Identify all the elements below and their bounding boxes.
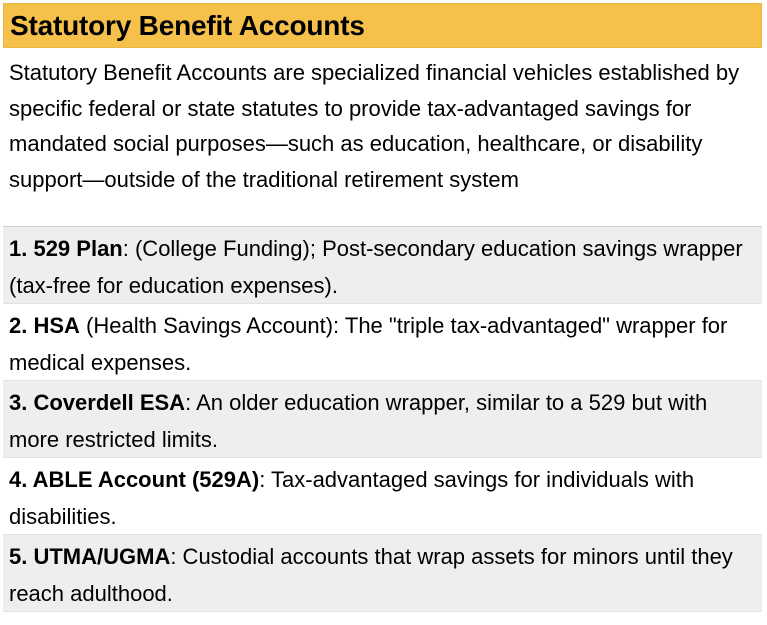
item-term: 2. HSA [9, 313, 80, 338]
item-description: : Custodial accounts that wrap assets for minors until they reach adulthood. [9, 544, 733, 606]
list-item-529-plan [3, 227, 762, 304]
header-bar [3, 3, 762, 48]
item-description: : An older education wrapper, similar to a 529 but with more restricted limits. [9, 390, 708, 452]
page-title: Statutory Benefit Accounts [10, 9, 365, 41]
benefit-accounts-card [3, 3, 762, 612]
list-item-hsa [3, 304, 762, 381]
item-description: : (College Funding); Post-secondary education savings wrapper (tax-free for education expenses). [9, 236, 743, 298]
item-description: : Tax-advantaged savings for individuals with disabilities. [9, 467, 695, 529]
list-item-able-account [3, 458, 762, 535]
item-term: 4. ABLE Account (529A) [9, 467, 260, 492]
item-term: 1. 529 Plan [9, 236, 123, 261]
intro-paragraph: Statutory Benefit Accounts are specialized financial vehicles established by specific federal or state statutes to provide tax-advantaged savings for mandated social purposes—such as education, healthcare, or disability support—outside of the traditional retirement system [3, 48, 762, 227]
item-term: 5. UTMA/UGMA [9, 544, 171, 569]
list-item-utma-ugma [3, 535, 762, 612]
item-description: (Health Savings Account): The "triple tax-advantaged" wrapper for medical expenses. [9, 313, 728, 375]
item-term: 3. Coverdell ESA [9, 390, 186, 415]
list-item-coverdell-esa [3, 381, 762, 458]
